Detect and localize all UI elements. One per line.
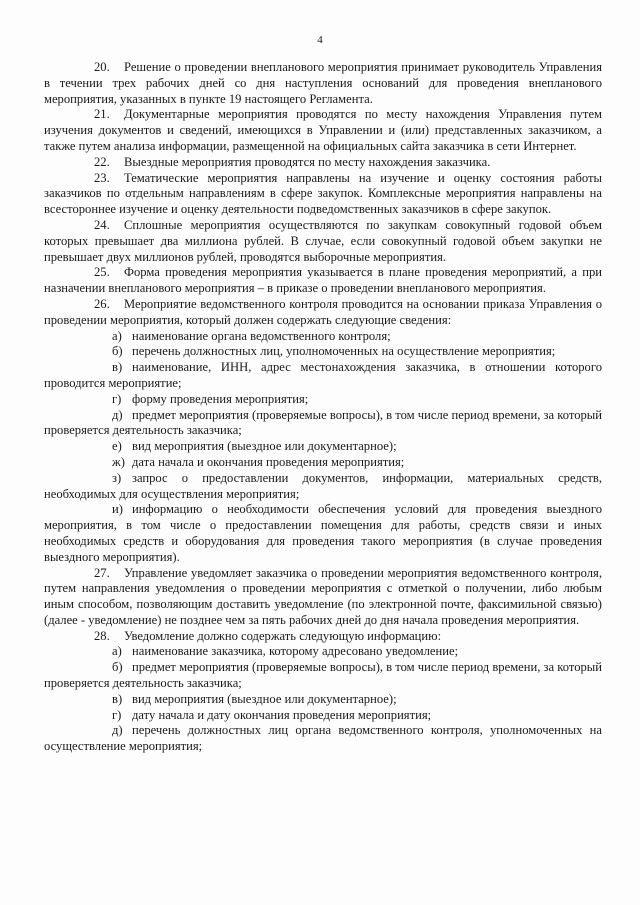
paragraph-text: предмет мероприятия (проверяемые вопросы), в том числе период времени, за который проверяется деятельность заказчика; bbox=[44, 407, 602, 438]
paragraph-text: форму проведения мероприятия; bbox=[132, 391, 309, 406]
subitem-letter: д) bbox=[112, 723, 123, 738]
paragraph-text: наименование заказчика, которому адресовано уведомление; bbox=[132, 644, 459, 659]
lettered-subitem bbox=[44, 439, 602, 455]
numbered-paragraph bbox=[44, 107, 602, 154]
subitem-letter: б) bbox=[112, 660, 123, 675]
lettered-subitem bbox=[44, 708, 602, 724]
subitem-letter: в) bbox=[112, 691, 123, 706]
paragraph-text: предмет мероприятия (проверяемые вопросы), в том числе период времени, за который проверяется деятельность заказчика; bbox=[44, 660, 602, 691]
subitem-letter: и) bbox=[112, 502, 123, 517]
paragraph-text: Форма проведения мероприятия указывается в плане проведения мероприятий, а при назначении внепланового мероприятия – в приказе о проведении внепланового мероприятия. bbox=[44, 265, 602, 296]
numbered-paragraph bbox=[44, 566, 602, 629]
lettered-subitem bbox=[44, 723, 602, 755]
numbered-paragraph bbox=[44, 265, 602, 297]
paragraph-number: 24. bbox=[94, 217, 110, 232]
lettered-subitem bbox=[44, 502, 602, 565]
paragraph-text: запрос о предоставлении документов, информации, материальных средств, необходимых для осуществления мероприятия; bbox=[44, 470, 602, 501]
lettered-subitem bbox=[44, 360, 602, 392]
subitem-letter: ж) bbox=[112, 454, 125, 469]
numbered-paragraph bbox=[44, 629, 602, 645]
paragraph-text: дата начала и окончания проведения мероприятия; bbox=[132, 454, 405, 469]
lettered-subitem bbox=[44, 692, 602, 708]
paragraph-text: Документарные мероприятия проводятся по месту нахождения Управления путем изучения документов и сведений, имеющихся в Управлении и (или) представленных заказчиком, а также путем анализа информации, размещенной на официальных сайта заказчика в сети Интернет. bbox=[44, 107, 602, 153]
page-number: 4 bbox=[317, 34, 323, 46]
paragraph-text: перечень должностных лиц органа ведомственного контроля, уполномоченных на осуществление мероприятия; bbox=[44, 723, 602, 754]
paragraph-text: Тематические мероприятия направлены на изучение и оценку состояния работы заказчиков по отдельным направлениям в сфере закупок. Комплексные мероприятия направлены на всестороннее изучение и оценку деятельности подведомственных заказчиков в сфере закупок. bbox=[44, 170, 602, 217]
subitem-letter: з) bbox=[112, 470, 122, 485]
subitem-letter: г) bbox=[112, 391, 122, 406]
paragraph-text: Выездные мероприятия проводятся по месту нахождения заказчика. bbox=[124, 154, 491, 169]
paragraph-number: 20. bbox=[94, 60, 110, 74]
paragraph-text: дату начала и дату окончания проведения мероприятия; bbox=[132, 707, 432, 722]
subitem-letter: д) bbox=[112, 407, 123, 422]
lettered-subitem bbox=[44, 660, 602, 692]
paragraph-number: 26. bbox=[94, 296, 110, 311]
paragraph-number: 21. bbox=[94, 107, 110, 122]
paragraph-text: вид мероприятия (выездное или документарное); bbox=[132, 691, 397, 706]
subitem-letter: е) bbox=[112, 439, 122, 454]
numbered-paragraph bbox=[44, 218, 602, 265]
paragraph-text: Уведомление должно содержать следующую информацию: bbox=[124, 628, 442, 643]
paragraph-text: Управление уведомляет заказчика о проведении мероприятия ведомственного контроля, путем направления уведомления о проведении мероприятия с отметкой о получении, либо любым иным способом, позволяющим доставить уведомление (по электронной почте, факсимильной связью) (далее - уведомление) не позднее чем за пять рабочих дней до дня начала проведения мероприятия. bbox=[44, 565, 602, 627]
paragraph-text: Мероприятие ведомственного контроля проводится на основании приказа Управления о проведении мероприятия, который должен содержать следующие сведения: bbox=[44, 296, 602, 327]
numbered-paragraph bbox=[44, 297, 602, 329]
lettered-subitem bbox=[44, 392, 602, 408]
subitem-letter: г) bbox=[112, 707, 122, 722]
numbered-paragraph bbox=[44, 171, 602, 218]
subitem-letter: а) bbox=[112, 644, 122, 659]
numbered-paragraph bbox=[44, 60, 602, 107]
lettered-subitem bbox=[44, 471, 602, 503]
paragraph-number: 22. bbox=[94, 154, 110, 169]
lettered-subitem bbox=[44, 344, 602, 360]
lettered-subitem bbox=[44, 408, 602, 440]
paragraph-text: Сплошные мероприятия осуществляются по закупкам совокупный годовой объем которых превышает два миллиона рублей. В случае, если совокупный годовой объем закупки не превышает двух миллионов рублей, проводятся выборочные мероприятия. bbox=[44, 217, 602, 264]
subitem-letter: а) bbox=[112, 328, 122, 343]
document-body bbox=[44, 60, 602, 755]
paragraph-text: наименование органа ведомственного контроля; bbox=[132, 328, 391, 343]
paragraph-text: информацию о необходимости обеспечения условий для проведения выездного мероприятия, в том числе о предоставлении помещения для работы, средств связи и иных необходимых средств и оборудования для проведения такого мероприятия (в случае проведения выездного мероприятия). bbox=[44, 502, 602, 564]
paragraph-number: 28. bbox=[94, 628, 110, 643]
lettered-subitem bbox=[44, 455, 602, 471]
paragraph-text: перечень должностных лиц, уполномоченных на осуществление мероприятия; bbox=[132, 344, 556, 359]
numbered-paragraph bbox=[44, 155, 602, 171]
paragraph-number: 27. bbox=[94, 565, 110, 580]
paragraph-text: наименование, ИНН, адрес местонахождения заказчика, в отношении которого проводится мероприятие; bbox=[44, 360, 602, 390]
lettered-subitem bbox=[44, 329, 602, 345]
lettered-subitem bbox=[44, 644, 602, 660]
subitem-letter: в) bbox=[112, 360, 123, 375]
paragraph-number: 23. bbox=[94, 170, 110, 185]
paragraph-number: 25. bbox=[94, 265, 110, 280]
subitem-letter: б) bbox=[112, 344, 123, 359]
paragraph-text: вид мероприятия (выездное или документарное); bbox=[132, 439, 397, 454]
paragraph-text: Решение о проведении внепланового мероприятия принимает руководитель Управления в течении трех рабочих дней со дня наступления оснований для проведения внепланового мероприятия, указанных в пункте 19 настоящего Регламента. bbox=[44, 60, 602, 106]
